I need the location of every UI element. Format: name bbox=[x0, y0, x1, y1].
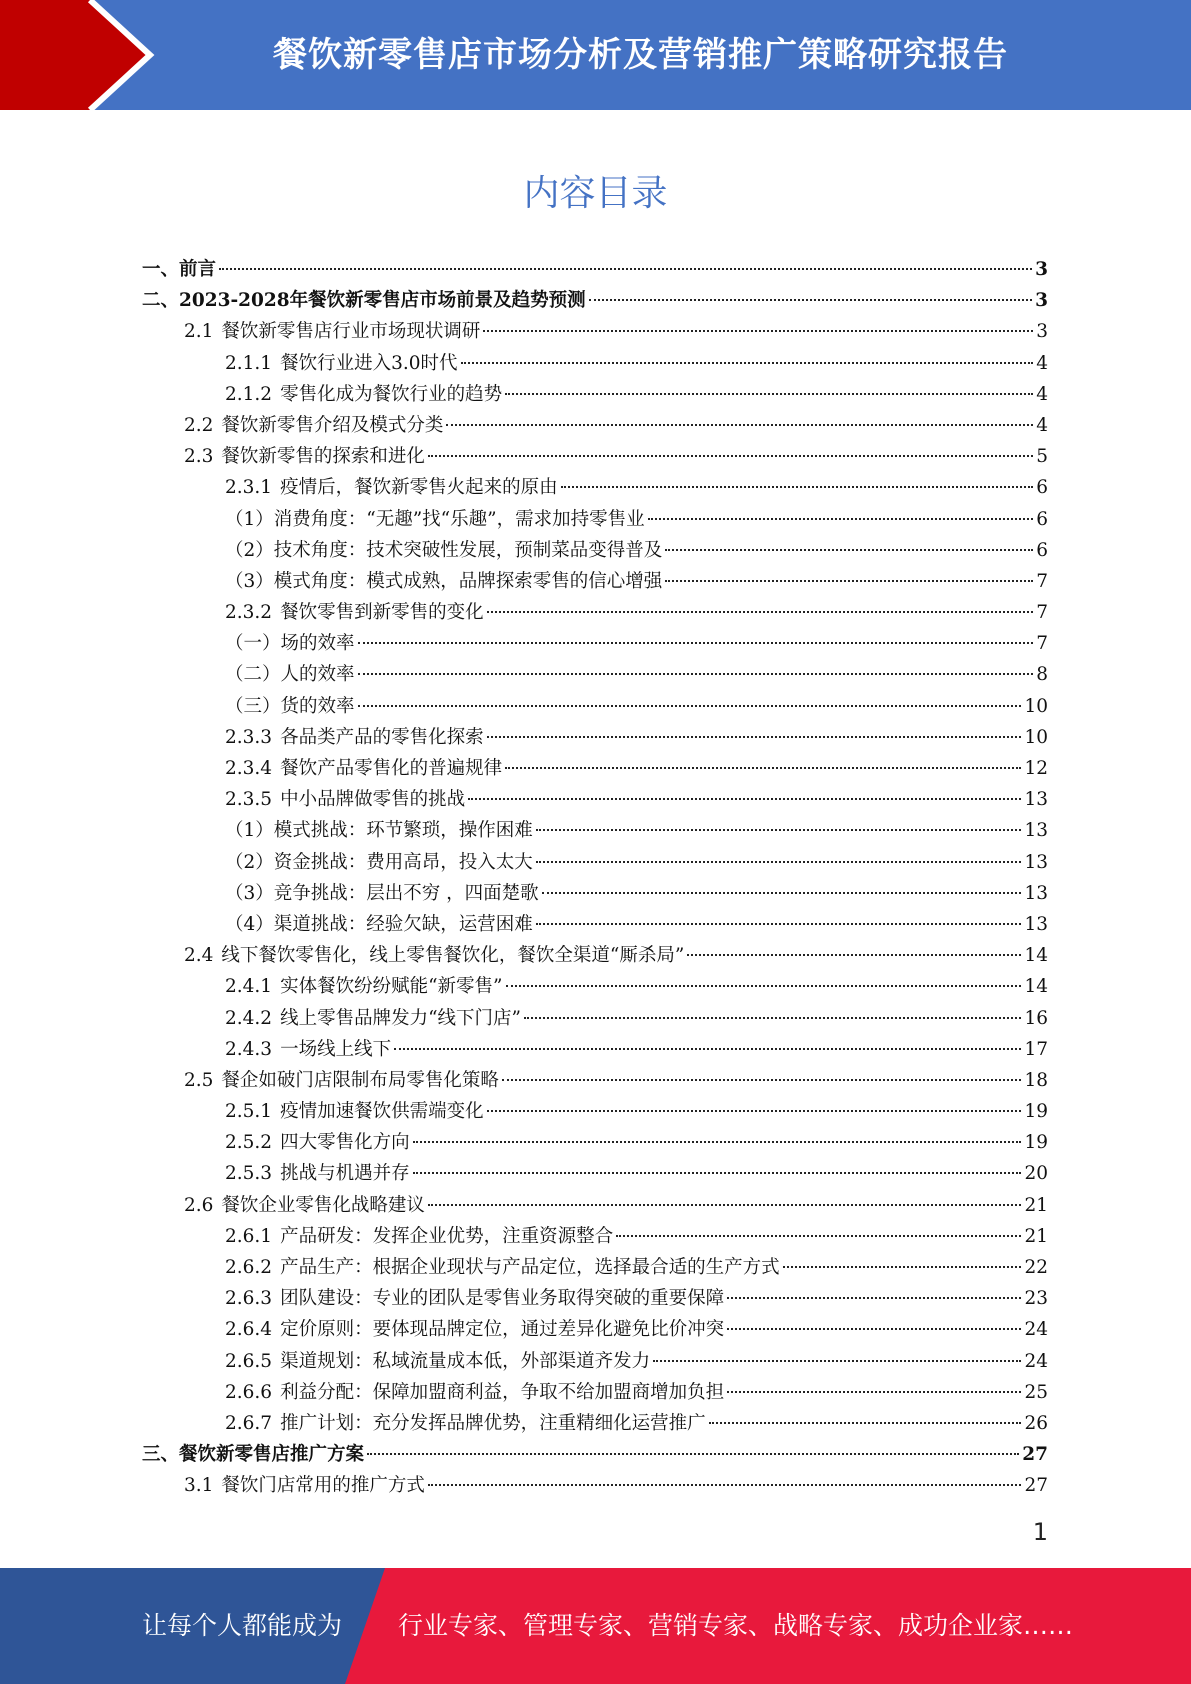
toc-entry-page: 21 bbox=[1024, 1225, 1048, 1247]
toc-dot-leader bbox=[783, 1266, 1022, 1268]
toc-entry-page: 19 bbox=[1024, 1132, 1048, 1154]
toc-entry-text: 三、餐饮新零售店推广方案 bbox=[142, 1444, 365, 1466]
toc-dot-leader bbox=[358, 642, 1033, 644]
toc-entry[interactable] bbox=[0, 379, 1048, 410]
toc-entry-page: 14 bbox=[1024, 945, 1048, 967]
toc-dot-leader bbox=[727, 1328, 1021, 1330]
toc-entry[interactable] bbox=[0, 1158, 1048, 1189]
toc-heading: 内容目录 bbox=[523, 173, 668, 214]
toc-entry-number: 3.1 bbox=[184, 1475, 214, 1497]
toc-entry-page: 23 bbox=[1024, 1288, 1048, 1310]
toc-entry[interactable] bbox=[0, 1408, 1048, 1439]
toc-entry[interactable] bbox=[0, 566, 1048, 597]
toc-dot-leader bbox=[219, 268, 1032, 270]
toc-entry[interactable] bbox=[0, 1127, 1048, 1158]
toc-entry[interactable] bbox=[0, 1314, 1048, 1345]
toc-dot-leader bbox=[446, 424, 1033, 426]
toc-entry[interactable] bbox=[0, 316, 1048, 347]
footer-slogan-left: 让每个人都能成为 bbox=[142, 1611, 343, 1640]
toc-entry-text: 四大零售化方向 bbox=[280, 1132, 410, 1154]
toc-entry-text: 餐饮产品零售化的普遍规律 bbox=[280, 758, 503, 779]
toc-dot-leader bbox=[487, 611, 1033, 613]
toc-entry-text: 疫情加速餐饮供需端变化 bbox=[280, 1101, 484, 1123]
toc-dot-leader bbox=[665, 549, 1033, 551]
toc-entry-text: 推广计划：充分发挥品牌优势，注重精细化运营推广 bbox=[280, 1412, 706, 1434]
toc-entry[interactable] bbox=[0, 535, 1048, 566]
toc-entry-page: 6 bbox=[1036, 477, 1048, 499]
toc-entry-text: 餐饮零售到新零售的变化 bbox=[280, 602, 484, 624]
toc-entry-text: 餐饮门店常用的推广方式 bbox=[221, 1475, 425, 1497]
toc-entry-page: 6 bbox=[1036, 508, 1048, 530]
toc-entry-page: 13 bbox=[1024, 882, 1048, 904]
toc-dot-leader bbox=[506, 985, 1022, 987]
toc-entry[interactable] bbox=[0, 597, 1048, 628]
toc-dot-leader bbox=[536, 923, 1022, 925]
toc-entry-text: （二）人的效率 bbox=[225, 664, 355, 686]
toc-entry[interactable] bbox=[0, 410, 1048, 441]
toc-entry-page: 20 bbox=[1024, 1163, 1048, 1185]
toc-entry-number: 2.5.1 bbox=[225, 1101, 273, 1123]
toc-entry-page: 24 bbox=[1024, 1350, 1048, 1372]
toc-dot-leader bbox=[536, 861, 1022, 863]
toc-dot-leader bbox=[505, 393, 1033, 395]
toc-dot-leader bbox=[727, 1297, 1021, 1299]
toc-entry-page: 7 bbox=[1036, 633, 1048, 655]
toc-entry-page: 13 bbox=[1024, 789, 1048, 811]
toc-dot-leader bbox=[413, 1141, 1022, 1143]
toc-entry-number: 2.3.4 bbox=[225, 758, 273, 779]
toc-entry-number: 2.1.1 bbox=[225, 352, 273, 374]
toc-entry-text: 餐饮新零售店行业市场现状调研 bbox=[221, 321, 481, 343]
toc-entry-number: 2.3.1 bbox=[225, 477, 273, 499]
toc-entry[interactable] bbox=[0, 1377, 1048, 1408]
toc-entry-page: 5 bbox=[1036, 446, 1048, 468]
toc-dot-leader bbox=[428, 455, 1033, 457]
toc-dot-leader bbox=[561, 486, 1033, 488]
toc-entry-page: 3 bbox=[1036, 321, 1048, 343]
toc-entry-page: 17 bbox=[1024, 1038, 1048, 1060]
toc-dot-leader bbox=[727, 1391, 1021, 1393]
toc-dot-leader bbox=[653, 1360, 1021, 1362]
toc-entry[interactable] bbox=[0, 753, 1048, 784]
toc-entry-number: 2.1.2 bbox=[225, 383, 273, 405]
toc-entry-number: 2.4.2 bbox=[225, 1007, 273, 1029]
toc-entry-text: 中小品牌做零售的挑战 bbox=[280, 789, 466, 811]
toc-entry-text: （2）技术角度：技术突破性发展，预制菜品变得普及 bbox=[225, 539, 663, 561]
toc-entry-number: 2.6 bbox=[184, 1194, 214, 1216]
toc-entry-page: 6 bbox=[1036, 539, 1048, 561]
toc-entry-number: 2.1 bbox=[184, 321, 214, 343]
toc-entry[interactable] bbox=[0, 1096, 1048, 1127]
footer-slogan-right: 行业专家、管理专家、营销专家、战略专家、成功企业家…… bbox=[398, 1611, 1074, 1640]
toc-dot-leader bbox=[487, 736, 1022, 738]
toc-entry[interactable] bbox=[0, 940, 1048, 971]
toc-entry[interactable] bbox=[0, 1470, 1048, 1501]
toc-entry[interactable] bbox=[0, 691, 1048, 722]
toc-entry-number: 2.3.3 bbox=[225, 726, 273, 748]
toc-dot-leader bbox=[542, 892, 1022, 894]
toc-entry[interactable] bbox=[0, 722, 1048, 753]
toc-entry[interactable] bbox=[0, 472, 1048, 503]
toc-entry-number: 2.5.3 bbox=[225, 1163, 273, 1185]
toc-entry[interactable] bbox=[0, 1346, 1048, 1377]
toc-entry-number: 2.6.1 bbox=[225, 1225, 273, 1247]
header-red-arrow bbox=[0, 0, 150, 110]
toc-entry-text: （一）场的效率 bbox=[225, 633, 355, 655]
toc-entry-text: 疫情后，餐饮新零售火起来的原由 bbox=[280, 477, 558, 499]
toc-entry-page: 22 bbox=[1024, 1257, 1048, 1278]
toc-entry-number: 2.5.2 bbox=[225, 1132, 273, 1154]
toc-dot-leader bbox=[505, 767, 1021, 769]
toc-entry-text: （1）消费角度：“无趣”找“乐趣”，需求加持零售业 bbox=[225, 508, 645, 530]
toc-entry-page: 12 bbox=[1024, 758, 1048, 779]
toc-dot-leader bbox=[665, 580, 1033, 582]
toc-entry-number: 2.5 bbox=[184, 1069, 214, 1091]
toc-entry-text: 餐饮新零售介绍及模式分类 bbox=[221, 414, 444, 436]
toc-entry-page: 13 bbox=[1024, 913, 1048, 935]
toc-entry[interactable] bbox=[0, 504, 1048, 535]
toc-entry-page: 19 bbox=[1024, 1101, 1048, 1123]
toc-entry-page: 3 bbox=[1035, 290, 1048, 312]
toc-entry[interactable] bbox=[0, 909, 1048, 940]
toc-entry-text: 一场线上线下 bbox=[280, 1038, 392, 1060]
toc-entry-text: 二、2023-2028年餐饮新零售店市场前景及趋势预测 bbox=[142, 290, 586, 312]
toc-entry-text: 挑战与机遇并存 bbox=[280, 1163, 410, 1185]
toc-entry-text: 实体餐饮纷纷赋能“新零售” bbox=[280, 976, 503, 998]
toc-entry[interactable] bbox=[0, 878, 1048, 909]
toc-entry[interactable] bbox=[0, 815, 1048, 846]
table-of-contents bbox=[0, 254, 1191, 1502]
toc-entry-page: 25 bbox=[1024, 1381, 1048, 1403]
toc-entry-page: 26 bbox=[1024, 1412, 1048, 1434]
toc-entry-page: 27 bbox=[1024, 1475, 1048, 1497]
toc-entry-page: 4 bbox=[1036, 414, 1048, 436]
toc-entry-number: 2.6.5 bbox=[225, 1350, 273, 1372]
toc-entry-text: （1）模式挑战：环节繁琐，操作困难 bbox=[225, 820, 533, 842]
toc-dot-leader bbox=[483, 330, 1033, 332]
header-banner bbox=[0, 0, 1191, 110]
toc-entry-page: 13 bbox=[1024, 820, 1048, 842]
toc-entry-text: 产品生产：根据企业现状与产品定位，选择最合适的生产方式 bbox=[280, 1257, 780, 1278]
toc-entry-text: （2）资金挑战：费用高昂，投入太大 bbox=[225, 851, 533, 873]
toc-entry-number: 2.3 bbox=[184, 446, 214, 468]
toc-entry[interactable] bbox=[0, 784, 1048, 815]
toc-entry-text: （3）竞争挑战：层出不穷 ，四面楚歌 bbox=[225, 882, 539, 904]
toc-dot-leader bbox=[428, 1204, 1022, 1206]
toc-entry-page: 10 bbox=[1024, 726, 1048, 748]
toc-entry-number: 2.3.2 bbox=[225, 602, 273, 624]
report-title: 餐饮新零售店市场分析及营销推广策略研究报告 bbox=[273, 35, 1008, 75]
toc-entry-text: （三）货的效率 bbox=[225, 695, 355, 717]
toc-entry-text: 餐企如破门店限制布局零售化策略 bbox=[221, 1069, 499, 1091]
toc-dot-leader bbox=[468, 798, 1021, 800]
toc-entry-number: 2.2 bbox=[184, 414, 214, 436]
toc-entry-page: 14 bbox=[1024, 976, 1048, 998]
toc-entry-page: 18 bbox=[1024, 1069, 1048, 1091]
toc-dot-leader bbox=[648, 518, 1033, 520]
toc-dot-leader bbox=[394, 1048, 1021, 1050]
toc-entry[interactable] bbox=[0, 659, 1048, 690]
toc-entry[interactable] bbox=[0, 1252, 1048, 1283]
page-number: 1 bbox=[1032, 1518, 1048, 1546]
toc-entry-page: 24 bbox=[1024, 1319, 1048, 1341]
toc-entry-number: 2.6.2 bbox=[225, 1257, 273, 1278]
toc-entry-text: 线下餐饮零售化，线上零售餐饮化，餐饮全渠道“厮杀局” bbox=[221, 945, 685, 967]
toc-dot-leader bbox=[358, 705, 1022, 707]
toc-entry-page: 10 bbox=[1024, 695, 1048, 717]
toc-entry-page: 21 bbox=[1024, 1194, 1048, 1216]
toc-entry[interactable] bbox=[0, 847, 1048, 878]
footer-banner bbox=[0, 1568, 1191, 1684]
toc-entry-text: 各品类产品的零售化探索 bbox=[280, 726, 484, 748]
toc-entry[interactable] bbox=[0, 1065, 1048, 1096]
toc-entry-number: 2.4.1 bbox=[225, 976, 273, 998]
toc-entry[interactable] bbox=[0, 1439, 1048, 1470]
toc-entry-page: 27 bbox=[1022, 1444, 1048, 1466]
toc-entry-text: 餐饮企业零售化战略建议 bbox=[221, 1194, 425, 1216]
toc-entry-text: 一、前言 bbox=[142, 259, 217, 280]
toc-dot-leader bbox=[589, 299, 1032, 301]
toc-entry-text: 利益分配：保障加盟商利益，争取不给加盟商增加负担 bbox=[280, 1381, 725, 1403]
toc-entry-number: 2.6.3 bbox=[225, 1288, 273, 1310]
toc-dot-leader bbox=[487, 1110, 1022, 1112]
toc-entry-text: 餐饮新零售的探索和进化 bbox=[221, 446, 425, 468]
toc-entry-page: 4 bbox=[1036, 352, 1048, 374]
toc-entry-number: 2.6.7 bbox=[225, 1412, 273, 1434]
toc-entry[interactable] bbox=[0, 254, 1048, 285]
toc-entry-number: 2.4.3 bbox=[225, 1038, 273, 1060]
toc-dot-leader bbox=[367, 1453, 1019, 1455]
toc-entry[interactable] bbox=[0, 1003, 1048, 1034]
toc-entry-text: 线上零售品牌发力“线下门店” bbox=[280, 1007, 521, 1029]
toc-entry[interactable] bbox=[0, 971, 1048, 1002]
toc-entry-page: 13 bbox=[1024, 851, 1048, 873]
toc-entry-number: 2.6.6 bbox=[225, 1381, 273, 1403]
toc-dot-leader bbox=[524, 1017, 1021, 1019]
toc-entry-number: 2.3.5 bbox=[225, 789, 273, 811]
toc-entry-text: （4）渠道挑战：经验欠缺，运营困难 bbox=[225, 913, 533, 935]
toc-dot-leader bbox=[413, 1172, 1022, 1174]
toc-entry-page: 8 bbox=[1036, 664, 1048, 686]
toc-entry[interactable] bbox=[0, 1283, 1048, 1314]
toc-entry-page: 16 bbox=[1024, 1007, 1048, 1029]
toc-dot-leader bbox=[616, 1235, 1021, 1237]
toc-entry-text: 零售化成为餐饮行业的趋势 bbox=[280, 383, 503, 405]
toc-entry[interactable] bbox=[0, 285, 1048, 316]
toc-entry[interactable] bbox=[0, 1221, 1048, 1252]
toc-entry-number: 2.6.4 bbox=[225, 1319, 273, 1341]
toc-entry-text: 产品研发：发挥企业优势，注重资源整合 bbox=[280, 1225, 614, 1247]
toc-dot-leader bbox=[709, 1422, 1022, 1424]
toc-entry-page: 3 bbox=[1035, 259, 1048, 280]
toc-entry-text: （3）模式角度：模式成熟，品牌探索零售的信心增强 bbox=[225, 570, 663, 592]
toc-dot-leader bbox=[687, 954, 1021, 956]
toc-entry-page: 7 bbox=[1036, 602, 1048, 624]
toc-entry[interactable] bbox=[0, 628, 1048, 659]
toc-entry-text: 团队建设：专业的团队是零售业务取得突破的重要保障 bbox=[280, 1288, 725, 1310]
toc-dot-leader bbox=[536, 829, 1022, 831]
toc-entry-text: 餐饮行业进入3.0时代 bbox=[280, 352, 458, 374]
toc-entry-page: 7 bbox=[1036, 570, 1048, 592]
toc-dot-leader bbox=[461, 362, 1034, 364]
toc-entry-number: 2.4 bbox=[184, 945, 214, 967]
toc-dot-leader bbox=[428, 1484, 1022, 1486]
toc-entry[interactable] bbox=[0, 1034, 1048, 1065]
toc-entry-text: 渠道规划：私域流量成本低，外部渠道齐发力 bbox=[280, 1350, 651, 1372]
toc-entry[interactable] bbox=[0, 348, 1048, 379]
toc-dot-leader bbox=[358, 673, 1033, 675]
toc-entry[interactable] bbox=[0, 1190, 1048, 1221]
toc-entry-text: 定价原则：要体现品牌定位，通过差异化避免比价冲突 bbox=[280, 1319, 725, 1341]
toc-entry[interactable] bbox=[0, 441, 1048, 472]
toc-dot-leader bbox=[502, 1079, 1022, 1081]
toc-entry-page: 4 bbox=[1036, 383, 1048, 405]
